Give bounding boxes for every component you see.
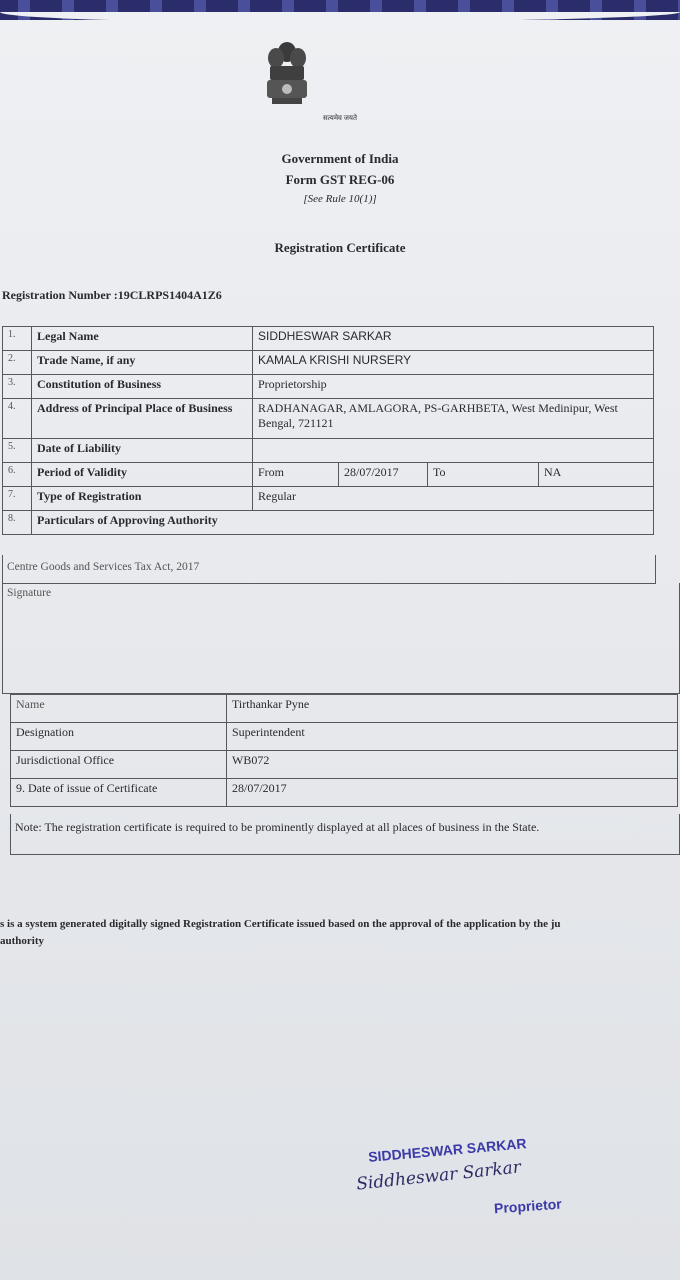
authority-label: 9. Date of issue of Certificate — [11, 779, 227, 807]
row-number: 2. — [3, 351, 32, 375]
row-value: SIDDHESWAR SARKAR — [253, 327, 654, 351]
form-heading: Form GST REG-06 — [285, 172, 395, 187]
registration-details-table — [2, 326, 654, 535]
authority-value: 28/07/2017 — [227, 779, 678, 807]
authority-value: Superintendent — [227, 723, 678, 751]
authority-value: Tirthankar Pyne — [227, 695, 678, 723]
row-value: Regular — [253, 487, 654, 511]
table-row — [11, 695, 678, 723]
proprietor-stamp-name: SIDDHESWAR SARKAR — [367, 1135, 528, 1165]
validity-from-label: From — [253, 463, 339, 487]
row-label: Period of Validity — [32, 463, 253, 487]
row-number: 7. — [3, 487, 32, 511]
row-value: Proprietorship — [253, 375, 654, 399]
certificate-title: Registration Certificate — [274, 240, 406, 255]
row-label: Legal Name — [32, 327, 253, 351]
row-number: 6. — [3, 463, 32, 487]
table-row — [11, 751, 678, 779]
row-label: Constitution of Business — [32, 375, 253, 399]
table-row — [3, 439, 654, 463]
row-label: Address of Principal Place of Business — [32, 399, 253, 439]
row-number: 4. — [3, 399, 32, 439]
table-row — [11, 779, 678, 807]
row-number: 3. — [3, 375, 32, 399]
note-box — [10, 814, 680, 855]
row-label: Type of Registration — [32, 487, 253, 511]
table-row — [3, 351, 654, 375]
row-label: Trade Name, if any — [32, 351, 253, 375]
signature-label: Signature — [7, 587, 52, 599]
authority-value: WB072 — [227, 751, 678, 779]
footer-line-2: authority — [0, 935, 44, 947]
top-border-pattern — [0, 0, 680, 20]
note-text: Note: The registration certificate is required to be prominently displayed at all places of business in the State. — [15, 820, 540, 834]
row-number: 5. — [3, 439, 32, 463]
table-row — [11, 723, 678, 751]
row-value: KAMALA KRISHI NURSERY — [253, 351, 654, 375]
row-number: 8. — [3, 511, 32, 535]
footer-line-1: s is a system generated digitally signed Registration Certificate issued based on the approval of the application by the ju — [0, 918, 561, 930]
government-heading: Government of India — [281, 151, 399, 166]
rule-reference: [See Rule 10(1)] — [303, 193, 377, 205]
row-label: Particulars of Approving Authority — [32, 511, 654, 535]
row-number: 1. — [3, 327, 32, 351]
table-row — [3, 463, 654, 487]
registration-number: Registration Number :19CLRPS1404A1Z6 — [2, 288, 222, 302]
table-row — [3, 327, 654, 351]
authority-label: Designation — [11, 723, 227, 751]
table-row — [3, 375, 654, 399]
authority-table — [10, 694, 678, 807]
validity-to-value: NA — [539, 463, 654, 487]
row-value: RADHANAGAR, AMLAGORA, PS-GARHBETA, West Medinipur, West Bengal, 721121 — [253, 399, 654, 439]
act-text: Centre Goods and Services Tax Act, 2017 — [7, 561, 200, 573]
row-label: Date of Liability — [32, 439, 253, 463]
act-box — [2, 555, 656, 584]
table-row — [3, 487, 654, 511]
table-row — [3, 511, 654, 535]
row-value — [253, 439, 654, 463]
validity-to-label: To — [428, 463, 539, 487]
emblem-motto: सत्यमेव जयते — [323, 114, 357, 122]
handwritten-signature: Siddheswar Sarkar — [355, 1157, 522, 1195]
authority-label: Name — [11, 695, 227, 723]
signature-box — [2, 583, 680, 694]
authority-label: Jurisdictional Office — [11, 751, 227, 779]
validity-from-value: 28/07/2017 — [339, 463, 428, 487]
proprietor-stamp-role: Proprietor — [493, 1195, 563, 1217]
table-row — [3, 399, 654, 439]
